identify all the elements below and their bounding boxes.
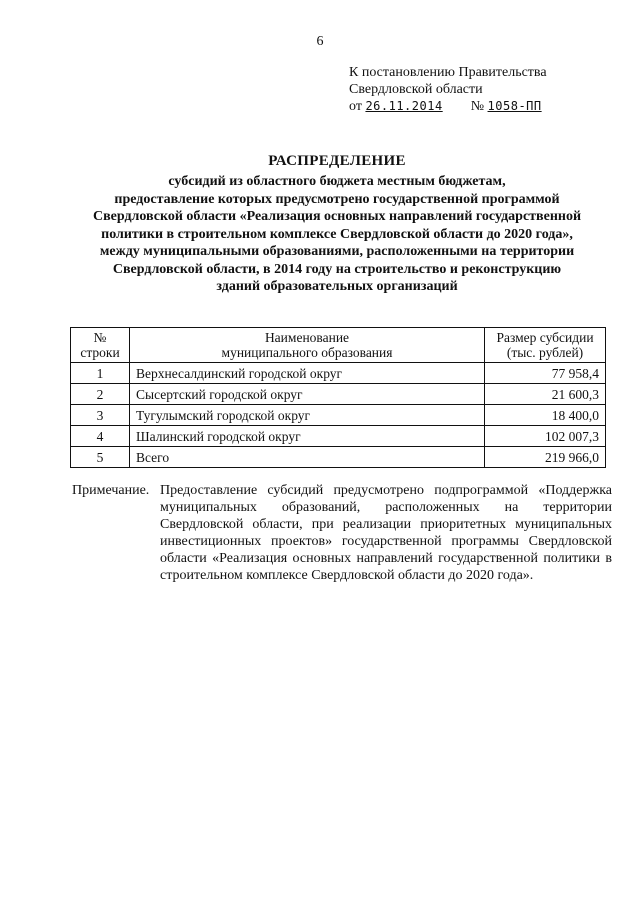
page-number: 6 [316, 34, 324, 49]
title-line: субсидий из областного бюджета местным бюджетам, [168, 174, 506, 189]
decree-date: 26.11.2014 [365, 99, 443, 113]
table-row [71, 426, 606, 447]
document-title [60, 153, 614, 296]
title-main: РАСПРЕДЕЛЕНИЕ [268, 153, 406, 169]
header-row-number [71, 328, 130, 363]
table-row [71, 384, 606, 405]
decree-reference [349, 64, 547, 115]
note-label: Примечание. [72, 483, 150, 498]
subsidy-amount: 18 400,0 [485, 405, 606, 426]
municipality-name: Тугулымский городской округ [130, 405, 485, 426]
municipality-name: Верхнесалдинский городской округ [130, 363, 485, 384]
title-line: Свердловской области, в 2014 году на строительство и реконструкцию [112, 261, 562, 277]
note-text: Предоставление субсидий предусмотрено подпрограммой «Поддержка муниципальных образований, расположенных на территории Свердловской области, при реализации приоритетных муниципальных инвестиционных проектов» государственной программы Свердловской области «Реализация основных направлений государственной политики в строительном комплексе Свердловской области до 2020 года». [160, 483, 612, 583]
table-header-row [71, 328, 606, 363]
header-subsidy-amount [485, 328, 606, 363]
title-line: между муниципальными образованиями, расположенными на территории [99, 244, 575, 259]
subsidies-table [70, 327, 606, 468]
title-subtitle [60, 173, 614, 296]
municipality-name: Сысертский городской округ [130, 384, 485, 405]
row-number: 3 [71, 405, 130, 426]
header-num-symbol: № [93, 330, 107, 345]
table-row [71, 363, 606, 384]
subsidy-amount: 102 007,3 [485, 426, 606, 447]
subsidy-amount: 77 958,4 [485, 363, 606, 384]
header-amount-line1: Размер субсидии [496, 330, 594, 345]
decree-date-number [349, 98, 547, 115]
footnote [72, 482, 612, 584]
title-line: Свердловской области «Реализация основных направлений государственной [92, 209, 582, 224]
title-line: политики в строительном комплексе Свердловской области до 2020 года», [101, 226, 573, 242]
header-municipality [130, 328, 485, 363]
total-amount: 219 966,0 [485, 447, 606, 468]
decree-line-2: Свердловской области [349, 82, 483, 97]
total-label: Всего [130, 447, 485, 468]
row-number: 2 [71, 384, 130, 405]
row-number: 5 [71, 447, 130, 468]
row-number: 4 [71, 426, 130, 447]
header-name-line2: муниципального образования [221, 345, 393, 360]
table-row [71, 405, 606, 426]
date-prefix: от [349, 99, 362, 114]
subsidy-amount: 21 600,3 [485, 384, 606, 405]
municipality-name: Шалинский городской округ [130, 426, 485, 447]
header-amount-line2: (тыс. рублей) [506, 345, 584, 360]
number-prefix: № [470, 99, 485, 114]
title-line: зданий образовательных организаций [216, 279, 458, 294]
header-name-line1: Наименование [264, 330, 350, 345]
table-row-total [71, 447, 606, 468]
decree-number: 1058-ПП [487, 99, 542, 113]
decree-line-1: К постановлению Правительства [349, 65, 547, 80]
row-number: 1 [71, 363, 130, 384]
title-line: предоставление которых предусмотрено государственной программой [114, 191, 560, 207]
header-num-label: строки [80, 345, 120, 360]
